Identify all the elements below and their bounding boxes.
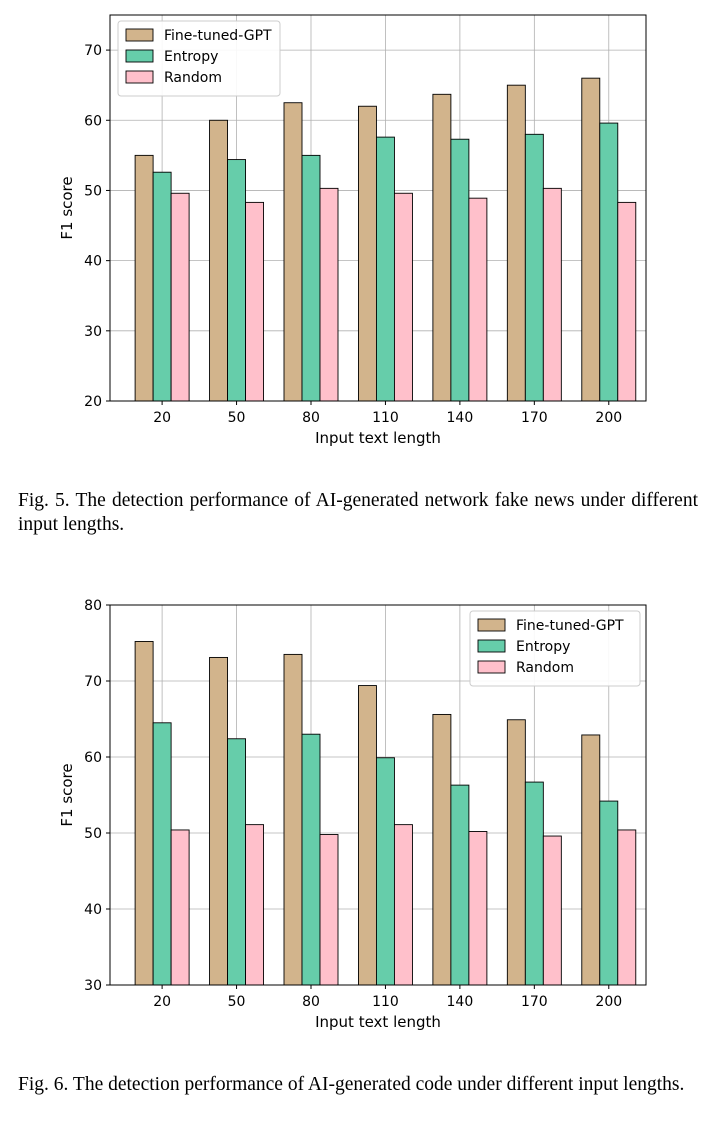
bar [210, 657, 228, 985]
bar [153, 723, 171, 985]
y-axis-label: F1 score [58, 763, 76, 827]
figure-caption-fig6: Fig. 6. The detection performance of AI-generated code under different input lengths. [18, 1074, 685, 1095]
bar [507, 85, 525, 401]
legend-swatch [126, 71, 153, 83]
x-tick-label: 80 [302, 994, 320, 1010]
legend-label: Random [164, 70, 222, 86]
bar [525, 782, 543, 985]
y-tick-label: 60 [84, 750, 102, 766]
legend-swatch [478, 661, 505, 673]
y-tick-label: 30 [84, 978, 102, 994]
x-tick-label: 140 [446, 994, 474, 1010]
x-tick-label: 50 [227, 410, 246, 426]
bar [543, 836, 561, 985]
legend-swatch [126, 29, 153, 41]
bar [302, 155, 320, 401]
x-tick-label: 50 [227, 994, 246, 1010]
bar [228, 739, 246, 985]
bar [469, 831, 487, 985]
y-axis-label: F1 score [58, 176, 76, 240]
x-tick-label: 140 [446, 410, 474, 426]
y-tick-label: 70 [84, 674, 102, 690]
legend-label: Random [516, 660, 574, 676]
bar [543, 188, 561, 401]
bar [600, 123, 618, 401]
chart-fig6 [0, 585, 720, 1045]
bar [284, 103, 302, 401]
bar [320, 188, 338, 401]
legend-swatch [478, 619, 505, 631]
y-tick-label: 60 [84, 113, 102, 130]
x-tick-label: 80 [302, 410, 320, 426]
bar [210, 120, 228, 401]
bar [582, 78, 600, 401]
y-tick-label: 40 [84, 253, 102, 270]
y-tick-label: 20 [84, 394, 102, 410]
bar [618, 830, 636, 985]
x-axis-label: Input text length [315, 1013, 441, 1031]
bar [376, 137, 394, 401]
legend-label: Fine-tuned-GPT [516, 618, 624, 634]
bar [451, 139, 469, 401]
bar [358, 686, 376, 985]
legend-label: Entropy [164, 49, 219, 65]
x-tick-label: 20 [153, 994, 172, 1010]
y-tick-label: 40 [84, 902, 102, 918]
bar [618, 202, 636, 401]
x-axis-label: Input text length [315, 429, 441, 447]
y-tick-label: 50 [84, 826, 102, 842]
bar [376, 758, 394, 985]
chart-fig5 [0, 0, 720, 470]
x-tick-label: 110 [372, 994, 399, 1010]
bar [582, 735, 600, 985]
bar [246, 825, 264, 985]
x-tick-label: 110 [372, 410, 399, 426]
bar [171, 193, 189, 401]
bar [433, 94, 451, 401]
bar [525, 134, 543, 401]
bar [600, 801, 618, 985]
bar [394, 193, 412, 401]
x-tick-label: 170 [520, 410, 548, 426]
y-tick-label: 30 [84, 323, 102, 340]
bar [469, 198, 487, 401]
bar [507, 720, 525, 985]
bar [358, 106, 376, 401]
x-tick-label: 200 [595, 994, 623, 1010]
bar [451, 785, 469, 985]
bar [284, 654, 302, 985]
figure-caption-fig5: Fig. 5. The detection performance of AI-generated network fake news under different input lengths. [18, 490, 698, 535]
legend-label: Fine-tuned-GPT [164, 28, 272, 44]
bar [153, 172, 171, 401]
x-tick-label: 20 [153, 410, 172, 426]
bar [228, 160, 246, 401]
bar [246, 202, 264, 401]
x-tick-label: 170 [520, 994, 548, 1010]
bar [433, 714, 451, 985]
legend-swatch [478, 640, 505, 652]
bar [135, 155, 153, 401]
bar [171, 830, 189, 985]
y-tick-label: 50 [84, 183, 102, 200]
bar [302, 734, 320, 985]
legend-swatch [126, 50, 153, 62]
y-tick-label: 80 [84, 598, 102, 614]
legend-label: Entropy [516, 639, 571, 655]
y-tick-label: 70 [84, 43, 102, 60]
x-tick-label: 200 [595, 410, 623, 426]
bar [135, 641, 153, 985]
bar [320, 835, 338, 985]
bar [394, 825, 412, 985]
